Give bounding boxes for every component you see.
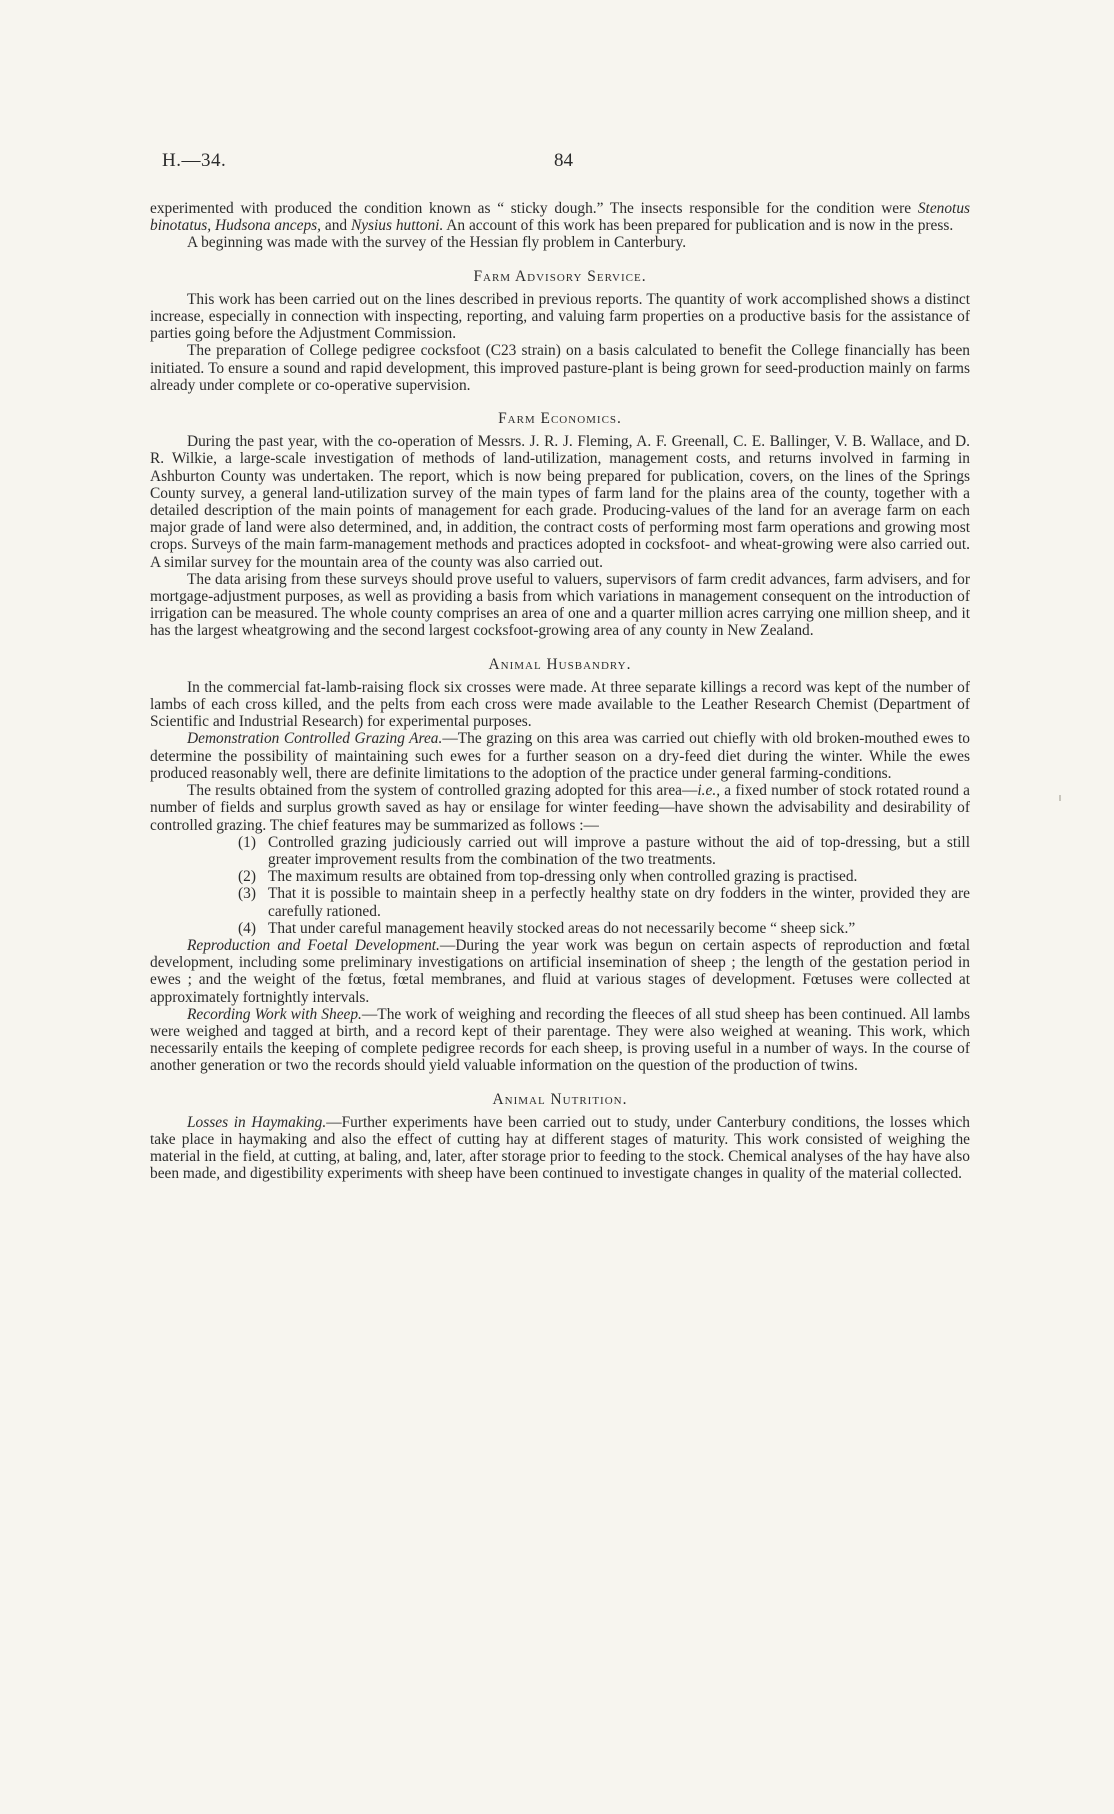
page-header [162, 150, 974, 178]
text-run: a fixed number of stock rotated round a number of fields and surplus growth saved as hay or ensilage for winter feeding—have shown the advisability and desirability of controlled grazing. The chief features may be summarized as follows :— [150, 782, 970, 834]
subheading-demonstration: Demonstration Controlled Grazing Area. [187, 730, 443, 748]
text-run: and [321, 217, 351, 235]
subheading-reproduction: Reproduction and Foetal Development. [187, 936, 440, 954]
text-run: —Further experiments have been carried out to study, under Canterbury conditions, the losses which take place in haymaking and also the effect of cutting hay at different stages of maturity. This work consisted of weighing the material in the field, at cutting, at baling, and, later, after storage prior to feeding to the stock. Chemical analyses of the hay have also been made, and digestibility experiments with sheep have been continued to investigate changes in quality of the material collected. [150, 1113, 970, 1183]
subheading-recording: Recording Work with Sheep. [187, 1005, 362, 1023]
list-item [150, 885, 970, 919]
text-run: The results obtained from the system of controlled grazing adopted for this area— [187, 782, 698, 800]
paragraph-sticky-dough [150, 200, 970, 234]
paragraph-haymaking [150, 1114, 970, 1183]
paragraph-controlled-grazing-results [150, 782, 970, 834]
paragraph-farm-advisory-1: This work has been carried out on the lines described in previous reports. The quantity of work accomplished shows a distinct increase, especially in connection with inspecting, reporting, and valuing farm properties on a productive basis for the assistance of parties going before the Adjustment Commission. [150, 290, 970, 343]
report-reference: H.—34. [162, 150, 227, 171]
text-run: —During the year work was begun on certain aspects of reproduction and fœtal development, including some preliminary investigations on artificial insemination of sheep ; the length of the gestation period in ewes ; and the weight of the fœtus, fœtal membranes, and fluid at various stages of development. Fœtuses were collected at approximately fortnightly intervals. [150, 936, 970, 1006]
text-run: —The grazing on this area was carried out chiefly with old broken-mouthed ewes to determine the possibility of maintaining such ewes for a further season on a dry-feed diet during the winter. While the ewes produced reasonably well, there are definite limitations to the adoption of the practice under general farming-conditions. [150, 730, 970, 782]
list-text: That under careful management heavily stocked areas do not necessarily become “ sheep sick.” [268, 919, 856, 937]
document-body [150, 200, 970, 1183]
subheading-haymaking: Losses in Haymaking. [187, 1113, 327, 1131]
paragraph-farm-advisory-2: The preparation of College pedigree cocksfoot (C23 strain) on a basis calculated to benefit the College financially has been initiated. To ensure a sound and rapid development, this improved pasture-plant is being grown for seed-production mainly on farms already under complete or co-operative supervision. [150, 342, 970, 394]
paragraph-fat-lamb: In the commercial fat-lamb-raising flock six crosses were made. At three separate killings a record was kept of the number of lambs of each cross killed, and the pelts from each cross were made available to the Leather Research Chemist (Department of Scientific and Industrial Research) for experimental purposes. [150, 678, 970, 731]
section-heading-farm-economics: Farm Economics. [498, 410, 622, 428]
text-run: —The work of weighing and recording the fleeces of all stud sheep has been continued. All lambs were weighed and tagged at birth, and a record kept of their parentage. They were also weighed at weaning. This work, which necessarily entails the keeping of complete pedigree records for each sheep, is proving useful in a number of ways. In the course of another generation or two the records should yield valuable information on the question of the production of twins. [150, 1005, 970, 1075]
text-run: experimented with produced the condition known as “ sticky dough.” The insects responsible for the condition were [150, 200, 918, 217]
margin-mark [1059, 795, 1061, 801]
list-text: That it is possible to maintain sheep in a perfectly healthy state on dry fodders in the winter, provided they are carefully rationed. [268, 885, 970, 920]
paragraph-demonstration-grazing [150, 730, 970, 782]
list-text: Controlled grazing judiciously carried out will improve a pasture without the aid of top-dressing, but a still greater improvement results from the combination of the two treatments. [268, 833, 970, 868]
paragraph-farm-economics-1: During the past year, with the co-operation of Messrs. J. R. J. Fleming, A. F. Greenall, C. E. Ballinger, V. B. Wallace, and D. R. Wilkie, a large-scale investigation of methods of land-utilization, management costs, and returns involved in farming in Ashburton County was undertaken. The report, which is now being prepared for publication, covers, on the lines of the Springs County survey, a general land-utilization survey of the main types of farm land for the plains area of the county, together with a detailed description of the main points of management for each grade. Producing-values of the land for an average farm on each major grade of land were also determined, and, in addition, the contract costs of performing most farm operations and growing most crops. Surveys of the main farm-management methods and practices adopted in cocksfoot- and wheat-growing were also carried out. A similar survey for the mountain area of the county was also carried out. [150, 433, 970, 571]
list-number: (1) [238, 833, 256, 851]
section-heading-animal-nutrition: Animal Nutrition. [492, 1090, 628, 1108]
paragraph-reproduction [150, 937, 970, 1006]
list-item [150, 920, 970, 937]
paragraph-hessian-fly: A beginning was made with the survey of the Hessian fly problem in Canterbury. [187, 234, 687, 252]
species-names: Stenotus binotatus, Hudsona anceps, [150, 200, 970, 235]
list-number: (2) [238, 868, 256, 886]
species-name: Nysius huttoni. [350, 217, 444, 235]
abbreviation: i.e., [697, 782, 721, 800]
list-number: (3) [238, 885, 256, 903]
page-number: 84 [554, 150, 573, 171]
features-list [150, 834, 970, 937]
text-run: An account of this work has been prepared for publication and is now in the press. [443, 217, 954, 235]
list-item [150, 868, 970, 885]
list-number: (4) [238, 919, 256, 937]
paragraph-recording-work [150, 1006, 970, 1075]
list-text: The maximum results are obtained from top-dressing only when controlled grazing is practised. [268, 868, 858, 886]
list-item [150, 834, 970, 868]
section-heading-animal-husbandry: Animal Husbandry. [488, 655, 632, 673]
section-heading-farm-advisory: Farm Advisory Service. [473, 267, 647, 285]
paragraph-farm-economics-2: The data arising from these surveys should prove useful to valuers, supervisors of farm credit advances, farm advisers, and for mortgage-adjustment purposes, as well as providing a basis from which variations in management consequent on the introduction of irrigation can be measured. The whole county comprises an area of one and a quarter million acres carrying one million sheep, and it has the largest wheatgrowing and the second largest cocksfoot-growing area of any county in New Zealand. [150, 570, 970, 640]
